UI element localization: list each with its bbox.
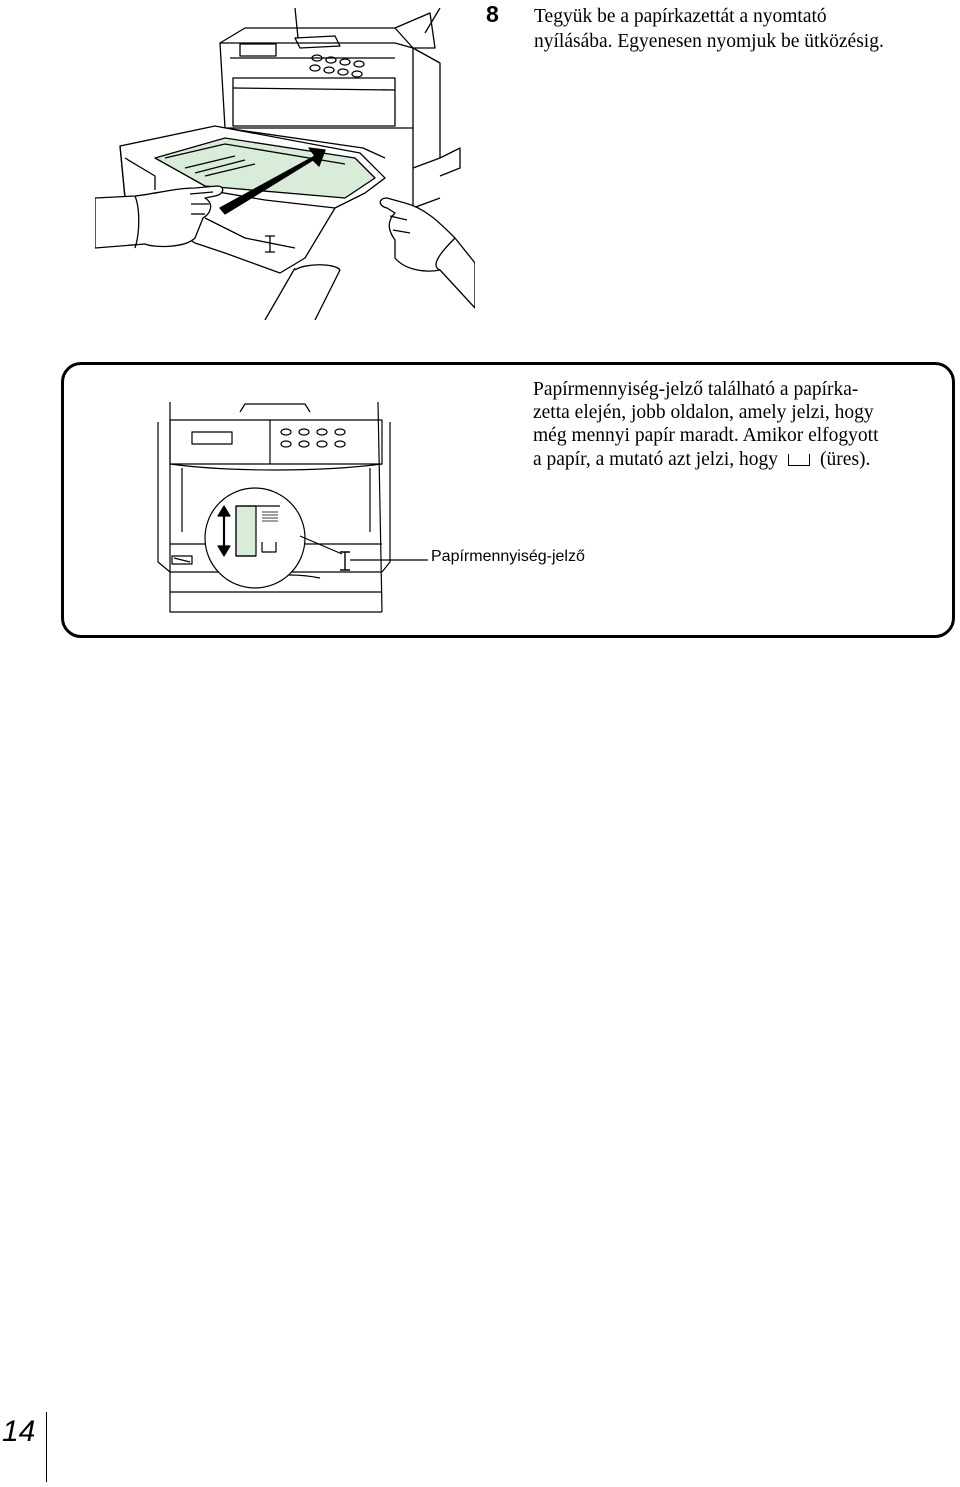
paper-gauge-illustration [150, 402, 620, 617]
step-number: 8 [486, 1, 499, 27]
page-number: 14 [2, 1415, 36, 1448]
note-line-3: még mennyi papír maradt. Amikor elfogyott [533, 425, 879, 447]
paper-gauge-callout-label: Papírmennyiség-jelző [431, 548, 585, 565]
cassette-insertion-illustration [95, 8, 475, 320]
page-number-divider [46, 1412, 47, 1482]
note-line-1: Papírmennyiség-jelző található a papírka- [533, 379, 859, 400]
step-instruction-line-1: Tegyük be a papírkazettát a nyomtató [534, 6, 827, 27]
note-line-2: zetta elején, jobb oldalon, amely jelzi, hogy [533, 402, 874, 424]
note-line-4-after: (üres). [820, 448, 871, 470]
empty-tray-symbol-icon [788, 454, 810, 466]
step-instruction [534, 4, 954, 54]
note-line-4-before: a papír, a mutató azt jelzi, hogy [533, 448, 779, 470]
step-instruction-line-2: nyílásába. Egyenesen nyomjuk be ütközésig. [534, 31, 884, 52]
